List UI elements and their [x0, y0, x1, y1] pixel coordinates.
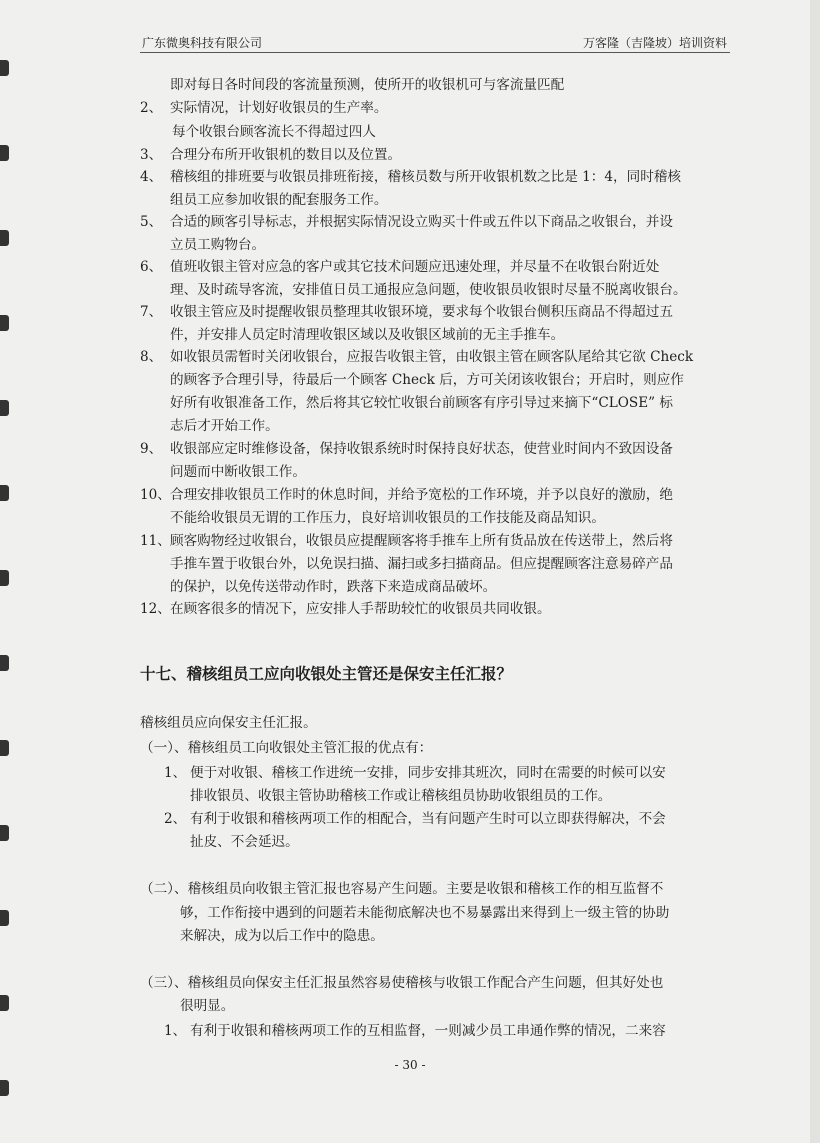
- item-number: 4、: [140, 169, 163, 185]
- item-number: 11、: [140, 533, 171, 549]
- header-rule: [140, 52, 730, 53]
- item-line: 在顾客很多的情况下，应安排人手帮助较忙的收银员共同收银。: [170, 601, 551, 617]
- item-number: 10、: [140, 487, 171, 503]
- page-edge: [810, 0, 820, 1143]
- binding-edge: [0, 0, 14, 1143]
- part1-title: （一）、稽核组员工向收银处主管汇报的优点有：: [140, 740, 433, 756]
- point-number: 1、: [164, 1023, 187, 1039]
- section-answer: 稽核组员应向保安主任汇报。: [140, 715, 317, 731]
- point-line: 排收银员、收银主管协助稽核工作或让稽核组员协助收银组员的工作。: [190, 788, 612, 804]
- item-line: 志后才开始工作。: [170, 418, 279, 434]
- point-line: 有利于收银和稽核两项工作的相配合，当有问题产生时可以立即获得解决，不会: [190, 811, 666, 827]
- part3-line: （三）、稽核组员向保安主任汇报虽然容易使稽核与收银工作配合产生问题，但其好处也: [140, 975, 664, 991]
- page-number: - 30 -: [394, 1058, 426, 1072]
- item-number: 8、: [140, 349, 163, 365]
- item-line: 顾客购物经过收银台，收银员应提醒顾客将手推车上所有货品放在传送带上，然后将: [170, 533, 673, 549]
- item-number: 6、: [140, 259, 163, 275]
- item-line: 值班收银主管对应急的客户或其它技术问题应迅速处理，并尽量不在收银台附近处: [170, 259, 660, 275]
- section-heading: 十七、稽核组员工应向收银处主管还是保安主任汇报？: [140, 665, 513, 683]
- point-line: 有利于收银和稽核两项工作的互相监督，一则减少员工串通作弊的情况，二来容: [190, 1023, 666, 1039]
- item-number: 7、: [140, 304, 163, 320]
- part2-line: （二）、稽核组员向收银主管汇报也容易产生问题。主要是收银和稽核工作的相互监督不: [140, 881, 664, 897]
- item-line: 好所有收银准备工作，然后将其它较忙收银台前顾客有序引导过来摘下“CLOSE” 标: [170, 395, 674, 411]
- item-line: 稽核组的排班要与收银员排班衔接，稽核员数与所开收银机数之比是 1：4，同时稽核: [170, 169, 681, 185]
- item-line: 合适的顾客引导标志，并根据实际情况设立购买十件或五件以下商品之收银台，并设: [170, 214, 673, 230]
- item-line: 收银主管应及时提醒收银员整理其收银环境，要求每个收银台侧积压商品不得超过五: [170, 304, 673, 320]
- item-number: 5、: [140, 214, 163, 230]
- item-line: 立员工购物台。: [170, 237, 266, 253]
- item-line: 组员工应参加收银的配套服务工作。: [170, 192, 388, 208]
- item-line: 如收银员需暂时关闭收银台，应报告收银主管，由收银主管在顾客队尾给其它欲 Check: [170, 349, 694, 365]
- item-line: 的顾客予合理引导，待最后一个顾客 Check 后，方可关闭该收银台；开启时，则应作: [170, 372, 684, 388]
- header-company: 广东微奥科技有限公司: [142, 36, 263, 50]
- item-number: 9、: [140, 441, 163, 457]
- item-number: 12、: [140, 601, 171, 617]
- item-number: 3、: [140, 147, 163, 163]
- item-line: 的保护，以免传送带动作时，跌落下来造成商品破坏。: [170, 579, 497, 595]
- intro-line: 即对每日各时间段的客流量预测，使所开的收银机可与客流量匹配: [170, 77, 565, 93]
- item-line: 不能给收银员无谓的工作压力，良好培训收银员的工作技能及商品知识。: [170, 510, 605, 526]
- item-line: 合理安排收银员工作时的休息时间，并给予宽松的工作环境，并予以良好的激励，绝: [170, 487, 673, 503]
- item-line: 每个收银台顾客流长不得超过四人: [172, 124, 376, 140]
- point-number: 2、: [164, 811, 187, 827]
- part2-line: 够，工作衔接中遇到的问题若未能彻底解决也不易暴露出来得到上一级主管的协助: [180, 905, 670, 921]
- item-number: 2、: [140, 100, 163, 116]
- item-line: 手推车置于收银台外，以免误扫描、漏扫或多扫描商品。但应提醒顾客注意易碎产品: [170, 556, 673, 572]
- item-line: 合理分布所开收银机的数目以及位置。: [170, 147, 402, 163]
- item-line: 实际情况，计划好收银员的生产率。: [170, 100, 388, 116]
- page-header: [142, 34, 727, 54]
- point-number: 1、: [164, 765, 187, 781]
- point-line: 扯皮、不会延迟。: [190, 834, 299, 850]
- item-line: 问题而中断收银工作。: [170, 464, 306, 480]
- item-line: 理、及时疏导客流，安排值日员工通报应急问题，使收银员收银时尽量不脱离收银台。: [170, 282, 687, 298]
- item-line: 件，并安排人员定时清理收银区域以及收银区域前的无主手推车。: [170, 327, 565, 343]
- point-line: 便于对收银、稽核工作进统一安排，同步安排其班次，同时在需要的时候可以安: [190, 765, 666, 781]
- item-line: 收银部应定时维修设备，保持收银系统时时保持良好状态，使营业时间内不致因设备: [170, 441, 673, 457]
- header-doc-title: 万客隆（吉隆坡）培训资料: [582, 36, 727, 50]
- part3-line: 很明显。: [180, 998, 235, 1014]
- part2-line: 来解决，成为以后工作中的隐患。: [180, 928, 384, 944]
